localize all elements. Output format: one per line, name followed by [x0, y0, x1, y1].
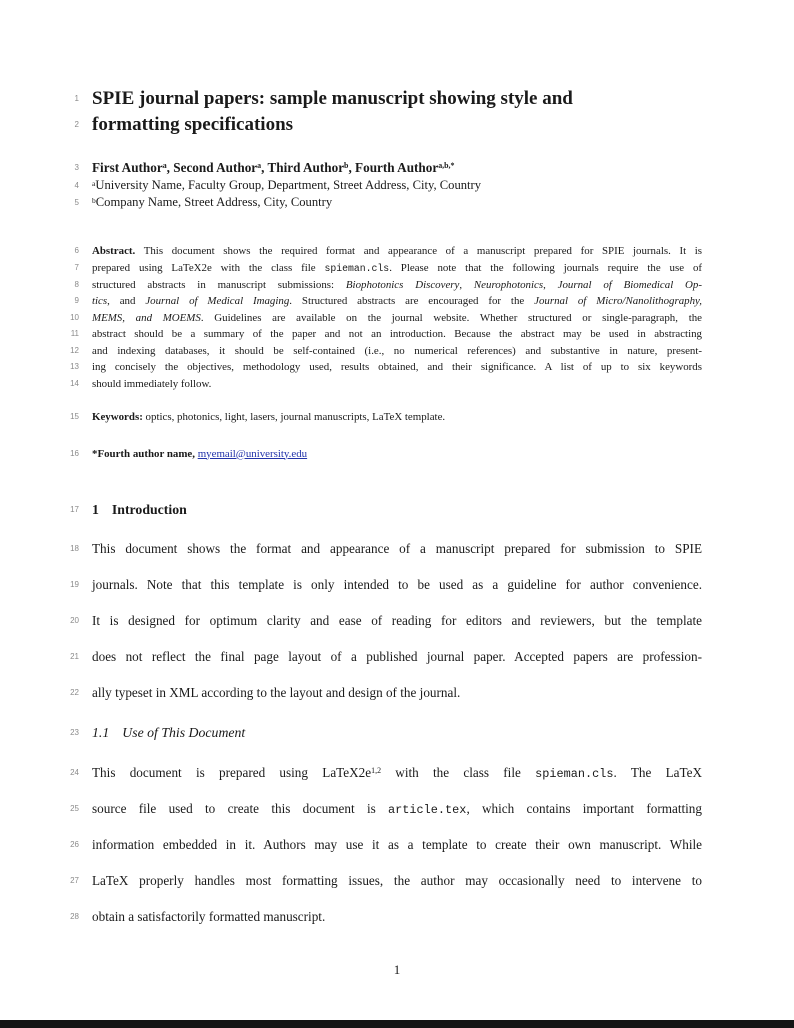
- line-text: [92, 194, 702, 212]
- manuscript-line: [70, 827, 702, 863]
- text-segment: spieman.cls: [324, 262, 390, 274]
- text-segment: Introduction: [111, 502, 187, 517]
- text-segment: Neurophotonics: [473, 278, 544, 291]
- line-text: [92, 112, 702, 138]
- text-segment: structured abstracts in manuscript submissions:: [92, 278, 346, 291]
- text-segment: Journal of Micro/Nanolithography,: [534, 295, 702, 307]
- text-segment: a,b,*: [438, 161, 455, 171]
- line-number: 9: [74, 296, 79, 305]
- text-segment: formatting specifications: [92, 114, 294, 135]
- line-text: [92, 827, 702, 863]
- line-number: 12: [70, 345, 79, 355]
- manuscript-line: [74, 243, 702, 260]
- line-number: 6: [74, 246, 79, 255]
- line-number: 19: [70, 580, 79, 589]
- text-segment: journals. Note that this template is only intended to be used as a guideline for author convenience.: [92, 577, 702, 592]
- line-number: 4: [74, 181, 79, 190]
- manuscript-line: [70, 791, 702, 827]
- line-text: [92, 376, 702, 393]
- page-number: 1: [393, 962, 401, 977]
- line-text: [92, 567, 702, 603]
- text-segment: Company Name, Street Address, City, Country: [95, 195, 333, 209]
- line-text: [92, 791, 702, 828]
- manuscript-line: [74, 158, 702, 177]
- text-segment: , Second Author: [166, 160, 258, 175]
- line-text: [92, 293, 702, 310]
- text-segment: ally typeset in XML according to the layout and design of the journal.: [92, 685, 461, 700]
- line-text: [92, 675, 702, 711]
- line-text: [92, 343, 702, 360]
- text-segment: abstract should be a summary of the paper and not an introduction. Because the abstract may be used in abstracting: [92, 328, 702, 340]
- line-number: 27: [70, 876, 79, 885]
- line-text: [92, 359, 702, 376]
- line-text: [92, 863, 702, 899]
- manuscript-line: [74, 260, 703, 277]
- manuscript-lines: [70, 0, 703, 935]
- manuscript-line: [74, 293, 702, 310]
- text-segment: Abstract.: [92, 245, 136, 257]
- manuscript-line: [70, 531, 702, 567]
- line-number: 13: [70, 362, 79, 371]
- text-segment: with the class file: [381, 765, 536, 780]
- line-number: 2: [74, 120, 79, 129]
- text-segment: Keywords:: [92, 411, 143, 423]
- line-text: [92, 260, 702, 278]
- line-number: 11: [70, 329, 79, 338]
- line-text: [92, 243, 702, 260]
- text-segment: ing concisely the objectives, methodology used, results obtained, and their significance. A list of up to six keywords: [92, 361, 702, 373]
- text-segment: does not reflect the final page layout of a published journal paper. Accepted papers are profession-: [92, 649, 702, 664]
- manuscript-line: [70, 376, 702, 393]
- line-number: 25: [70, 804, 79, 813]
- manuscript-line: [74, 112, 702, 138]
- text-segment: It is designed for optimum clarity and ease of reading for editors and reviewers, but the template: [92, 613, 702, 628]
- text-segment: ,: [543, 278, 558, 291]
- manuscript-line: [74, 194, 702, 211]
- manuscript-line: [70, 409, 702, 426]
- text-segment: should immediately follow.: [92, 377, 212, 390]
- text-segment: This document shows the format and appearance of a manuscript prepared for submission to SPIE: [92, 541, 702, 556]
- line-number: 24: [70, 768, 79, 777]
- line-text: [92, 158, 702, 179]
- manuscript-line: [70, 567, 702, 603]
- text-segment: MEMS, and MOEMS: [92, 311, 201, 324]
- line-number: 3: [74, 163, 79, 172]
- text-segment: b: [344, 161, 349, 171]
- text-segment: 1.1: [92, 725, 110, 740]
- text-segment: and indexing databases, it should be self-contained (i.e., no numerical references) and substantive in nature, present-: [92, 344, 702, 357]
- line-number: 8: [74, 279, 79, 289]
- line-number: 16: [70, 448, 79, 458]
- line-number: 14: [70, 378, 79, 388]
- line-text: [92, 277, 702, 294]
- text-segment: This document shows the required format and appearance of a manuscript prepared for SPIE journals. It is: [135, 245, 702, 257]
- manuscript-line: [70, 639, 702, 675]
- text-segment: ,: [459, 278, 474, 291]
- email-link[interactable]: myemail@university.edu: [197, 447, 308, 460]
- line-number: 20: [70, 616, 79, 625]
- line-number: 7: [74, 262, 79, 272]
- manuscript-line: [74, 277, 702, 294]
- line-number: 5: [74, 198, 79, 207]
- line-text: [92, 177, 702, 195]
- line-number: 17: [70, 505, 79, 514]
- manuscript-line: [70, 755, 703, 791]
- line-number: 22: [70, 688, 79, 697]
- text-segment: 1: [92, 502, 99, 517]
- text-segment: tics: [92, 295, 108, 307]
- text-segment: University Name, Faculty Group, Department, Street Address, City, Country: [95, 178, 482, 192]
- text-segment: , Fourth Author: [348, 160, 439, 175]
- manuscript-line: [70, 326, 702, 343]
- text-segment: Use of This Document: [122, 725, 246, 740]
- text-segment: information embedded in it. Authors may use it as a template to create their own manuscript. While: [92, 837, 702, 852]
- line-number: 1: [74, 94, 79, 103]
- line-text: [92, 446, 702, 463]
- line-number: 23: [70, 728, 79, 737]
- manuscript-line: [70, 500, 702, 519]
- text-segment: SPIE journal papers: sample manuscript showing style and: [92, 88, 573, 109]
- page-bottom-edge: [0, 1020, 794, 1028]
- text-segment: 1,2: [371, 766, 382, 776]
- text-segment: . Structured abstracts are encouraged for the: [289, 295, 535, 307]
- text-segment: Journal of Medical Imaging: [145, 295, 290, 307]
- text-segment: Journal of Biomedical Op-: [557, 278, 702, 291]
- manuscript-line: [70, 359, 702, 376]
- line-text: [92, 899, 702, 935]
- text-segment: spieman.cls: [535, 767, 614, 781]
- line-text: [92, 639, 702, 675]
- text-segment: . Please note that the following journals require the use of: [389, 261, 703, 274]
- manuscript-line: [70, 446, 702, 463]
- manuscript-line: [70, 343, 702, 360]
- line-number: 26: [70, 840, 79, 849]
- text-segment: This document is prepared using LaTeX2e: [92, 765, 372, 780]
- manuscript-line: [70, 723, 702, 743]
- text-segment: a: [257, 161, 262, 171]
- line-text: [92, 755, 702, 793]
- line-text: [92, 723, 702, 743]
- manuscript-line: [70, 310, 702, 327]
- text-segment: article.tex: [388, 803, 467, 817]
- line-number: 21: [70, 652, 79, 661]
- text-segment: , which contains important formatting: [466, 801, 702, 816]
- text-segment: a: [162, 161, 167, 171]
- line-number: 18: [70, 544, 79, 553]
- text-segment: . Guidelines are available on the journal website. Whether structured or single-paragraph, the: [200, 311, 702, 324]
- line-text: [92, 86, 702, 112]
- text-segment: First Author: [92, 160, 163, 175]
- text-segment: Biophotonics Discovery: [345, 278, 460, 291]
- text-segment: , Third Author: [261, 160, 345, 175]
- line-number: 28: [70, 912, 79, 921]
- manuscript-line: [70, 603, 702, 639]
- text-segment: LaTeX properly handles most formatting issues, the author may occasionally need to intervene to: [92, 873, 702, 888]
- line-text: [92, 531, 702, 567]
- manuscript-line: [74, 86, 702, 112]
- text-segment: b: [92, 195, 96, 205]
- manuscript-line: [70, 863, 702, 899]
- text-segment: prepared using LaTeX2e with the class file: [92, 261, 325, 274]
- text-segment: a: [92, 178, 96, 188]
- text-segment: source file used to create this document is: [92, 801, 389, 816]
- line-text: [92, 310, 702, 327]
- manuscript-line: [74, 177, 702, 194]
- text-segment: , and: [107, 295, 146, 307]
- text-segment: *Fourth author name,: [92, 447, 198, 460]
- manuscript-line: [70, 899, 702, 935]
- line-number: 10: [70, 312, 79, 322]
- line-text: [92, 326, 702, 343]
- line-text: [92, 603, 702, 639]
- text-segment: optics, photonics, light, lasers, journal manuscripts, LaTeX template.: [142, 411, 446, 423]
- line-text: [92, 500, 702, 519]
- text-segment: . The LaTeX: [613, 765, 703, 780]
- line-number: 15: [70, 412, 79, 421]
- text-segment: obtain a satisfactorily formatted manuscript.: [92, 909, 326, 924]
- manuscript-line: [70, 675, 702, 711]
- line-text: [92, 409, 702, 426]
